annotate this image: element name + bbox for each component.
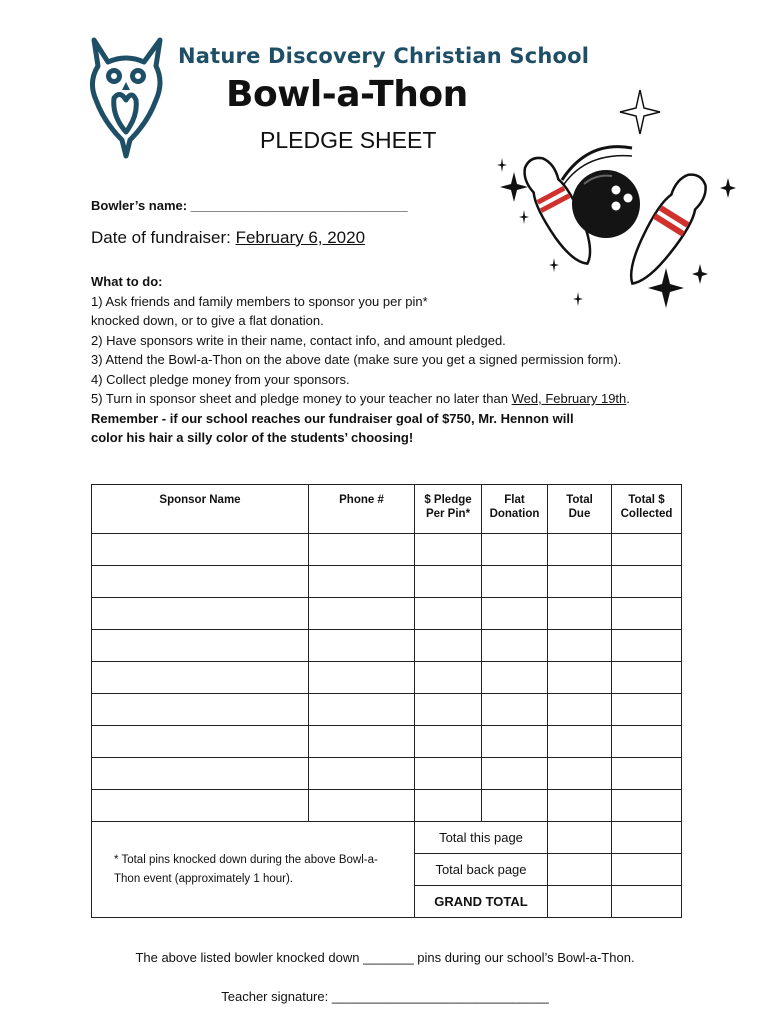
cell[interactable] (92, 694, 309, 726)
cell[interactable] (482, 662, 548, 694)
cell[interactable] (612, 758, 682, 790)
col-total-collected: Total $ Collected (612, 485, 682, 534)
cell[interactable] (612, 534, 682, 566)
cell[interactable] (612, 790, 682, 822)
cell[interactable] (548, 758, 612, 790)
col-flat-donation: Flat Donation (482, 485, 548, 534)
bowler-name-line: Bowler’s name: ______________________________ (91, 198, 408, 213)
cell[interactable] (548, 662, 612, 694)
pledge-table (91, 484, 682, 918)
cell[interactable] (92, 790, 309, 822)
cell[interactable] (415, 630, 482, 662)
cell[interactable] (548, 726, 612, 758)
instruction-step-1b: knocked down, or to give a flat donation. (91, 313, 324, 328)
table-row[interactable] (92, 630, 682, 662)
table-header-row (92, 485, 682, 534)
step5-deadline: Wed, February 19th (511, 391, 627, 406)
cell[interactable] (548, 598, 612, 630)
cell[interactable] (309, 534, 415, 566)
teacher-signature-line: Teacher signature: ______________________________ (221, 989, 549, 1004)
cell[interactable] (415, 566, 482, 598)
date-value: February 6, 2020 (235, 228, 366, 247)
table-row[interactable] (92, 566, 682, 598)
total-this-page-row (92, 822, 682, 854)
cell[interactable] (612, 886, 682, 918)
total-this-page-label: Total this page (415, 822, 548, 854)
grand-total-label: GRAND TOTAL (415, 886, 548, 918)
cell[interactable] (309, 566, 415, 598)
cell[interactable] (309, 758, 415, 790)
cell[interactable] (482, 598, 548, 630)
col-total-due: Total Due (548, 485, 612, 534)
pins-footnote: * Total pins knocked down during the above Bowl-a-Thon event (approximately 1 hour). (92, 822, 415, 918)
school-name: Nature Discovery Christian School (178, 44, 590, 68)
instruction-step-4: 4) Collect pledge money from your sponsors. (91, 371, 350, 387)
cell[interactable] (482, 630, 548, 662)
table-row[interactable] (92, 662, 682, 694)
cell[interactable] (612, 566, 682, 598)
owl-logo-icon (86, 36, 166, 160)
step5-period: . (626, 391, 630, 406)
instruction-step-1a: 1) Ask friends and family members to sponsor you per pin* (91, 293, 428, 309)
event-title: Bowl-a-Thon (226, 74, 468, 115)
cell[interactable] (482, 694, 548, 726)
table-row[interactable] (92, 534, 682, 566)
cell[interactable] (415, 758, 482, 790)
cell[interactable] (482, 790, 548, 822)
cell[interactable] (548, 790, 612, 822)
table-row[interactable] (92, 694, 682, 726)
col-sponsor-name: Sponsor Name (92, 485, 309, 534)
fundraiser-date (91, 228, 365, 248)
cell[interactable] (612, 662, 682, 694)
cell[interactable] (415, 662, 482, 694)
instruction-step-3: 3) Attend the Bowl-a-Thon on the above date (make sure you get a signed permission form). (91, 352, 622, 367)
cell[interactable] (309, 694, 415, 726)
cell[interactable] (415, 534, 482, 566)
cell[interactable] (309, 790, 415, 822)
cell[interactable] (482, 566, 548, 598)
table-row[interactable] (92, 790, 682, 822)
table-row[interactable] (92, 758, 682, 790)
step5-text: 5) Turn in sponsor sheet and pledge money to your teacher no later than (91, 391, 512, 406)
cell[interactable] (309, 598, 415, 630)
cell[interactable] (612, 822, 682, 854)
cell[interactable] (612, 854, 682, 886)
cell[interactable] (548, 534, 612, 566)
table-row[interactable] (92, 598, 682, 630)
cell[interactable] (548, 854, 612, 886)
cell[interactable] (548, 822, 612, 854)
pins-knocked-line: The above listed bowler knocked down _______ pins during our school’s Bowl-a-Thon. (135, 950, 635, 965)
cell[interactable] (92, 534, 309, 566)
cell[interactable] (415, 726, 482, 758)
col-pledge-per-pin: $ Pledge Per Pin* (415, 485, 482, 534)
cell[interactable] (548, 694, 612, 726)
remember-line-2: color his hair a silly color of the students’ choosing! (91, 430, 414, 445)
instruction-step-5 (91, 389, 711, 409)
page-subtitle: PLEDGE SHEET (260, 127, 437, 153)
cell[interactable] (548, 566, 612, 598)
cell[interactable] (309, 662, 415, 694)
remember-line-1: Remember - if our school reaches our fundraiser goal of $750, Mr. Hennon will (91, 410, 574, 426)
cell[interactable] (612, 694, 682, 726)
cell[interactable] (612, 726, 682, 758)
cell[interactable] (612, 598, 682, 630)
total-back-page-label: Total back page (415, 854, 548, 886)
cell[interactable] (92, 662, 309, 694)
cell[interactable] (415, 790, 482, 822)
cell[interactable] (415, 694, 482, 726)
col-phone: Phone # (309, 485, 415, 534)
cell[interactable] (92, 598, 309, 630)
cell[interactable] (482, 726, 548, 758)
cell[interactable] (415, 598, 482, 630)
cell[interactable] (482, 758, 548, 790)
cell[interactable] (92, 630, 309, 662)
cell[interactable] (612, 630, 682, 662)
cell[interactable] (92, 566, 309, 598)
cell[interactable] (309, 726, 415, 758)
instructions (91, 272, 711, 448)
date-label: Date of fundraiser: (91, 228, 236, 247)
instructions-heading: What to do: (91, 274, 163, 289)
table-row[interactable] (92, 726, 682, 758)
instruction-step-2: 2) Have sponsors write in their name, contact info, and amount pledged. (91, 332, 506, 348)
cell[interactable] (482, 534, 548, 566)
cell[interactable] (548, 886, 612, 918)
cell[interactable] (92, 758, 309, 790)
cell[interactable] (92, 726, 309, 758)
cell[interactable] (548, 630, 612, 662)
cell[interactable] (309, 630, 415, 662)
